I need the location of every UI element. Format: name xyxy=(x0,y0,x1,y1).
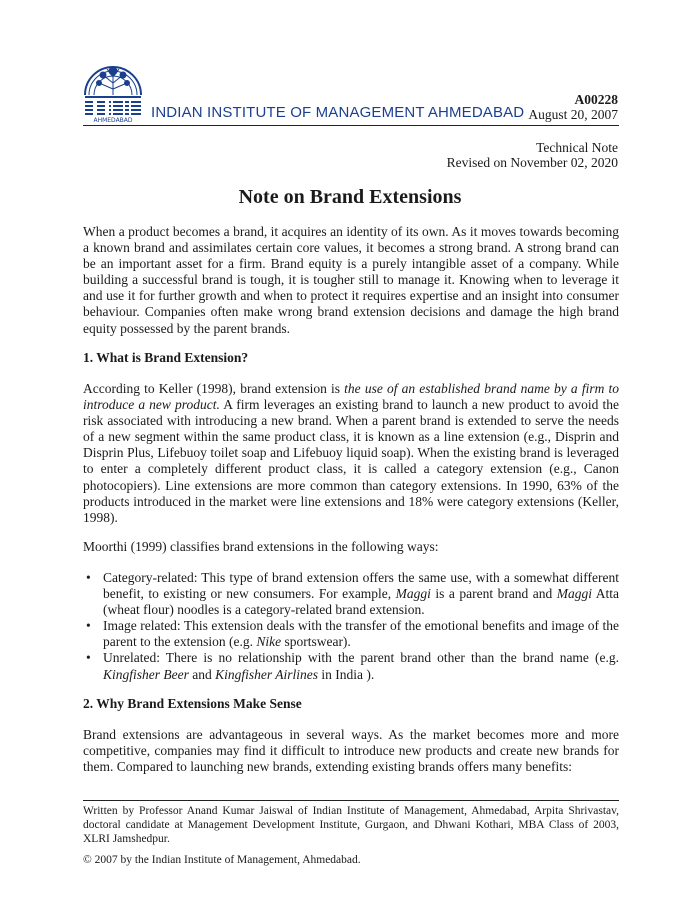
case-code: A00228 xyxy=(574,92,618,107)
bullet-icon: • xyxy=(86,570,91,585)
classification-intro: Moorthi (1999) classifies brand extensions in the following ways: xyxy=(83,539,439,554)
page-title: Note on Brand Extensions xyxy=(238,186,462,208)
iim-logo xyxy=(83,55,143,123)
note-type: Technical Note xyxy=(536,140,618,155)
definition-italic: the use of an established brand name by a firm to introduce a new product. xyxy=(83,381,619,413)
institute-name: INDIAN INSTITUTE OF MANAGEMENT AHMEDABAD xyxy=(151,104,525,121)
copyright-notice: © 2007 by the Indian Institute of Management, Ahmedabad. xyxy=(83,854,361,866)
logo-caption: AHMEDABAD xyxy=(93,117,133,123)
bullet-icon: • xyxy=(86,618,91,634)
extension-types-list xyxy=(83,570,619,683)
intro-paragraph: When a product becomes a brand, it acquires an identity of its own. As it moves towards becoming a known brand and assimilates certain core values, it becomes a strong brand. A strong brand can be an important asset for a firm. Brand equity is a purely intangible asset of a company. While building a successful brand is tough, it is tougher still to manage it. Knowing when to leverage it and use it for further growth and when to protect it requires expertise and an insight into consumer behaviour. Companies often make wrong brand extension decisions and damage the high brand equity possessed by the parent brands. xyxy=(83,224,619,336)
case-date: August 20, 2007 xyxy=(528,107,618,122)
text-run: According to Keller (1998), brand extension is xyxy=(83,381,345,396)
bullet-icon: • xyxy=(86,650,91,666)
section-1-paragraph xyxy=(83,381,619,526)
section-2-heading: 2. Why Brand Extensions Make Sense xyxy=(83,696,302,711)
header-divider xyxy=(83,125,619,126)
author-credits: Written by Professor Anand Kumar Jaiswal of Indian Institute of Management, Ahmedabad, Arpita Shrivastav, doctoral candidate at Management Development Institute, Gurgaon, and Dhwani Kothari, MBA Class of 2003, XLRI Jamshedpur. xyxy=(83,805,619,845)
section-1-heading: 1. What is Brand Extension? xyxy=(83,350,249,365)
revision-date: Revised on November 02, 2020 xyxy=(446,155,618,170)
list-item: • Image related: This extension deals with the transfer of the emotional benefits and image of the parent to the extension (e.g. Nike sportswear). xyxy=(86,618,619,650)
section-2-paragraph: Brand extensions are advantageous in several ways. As the market becomes more and more competitive, companies may find it difficult to introduce new products and create new brands for them. Compared to launching new brands, extending existing brands offers many benefits: xyxy=(83,727,619,775)
text-run: A firm leverages an existing brand to launch a new product to avoid the risk associated with introducing a new brand. When a parent brand is extended to serve the needs of a new segment within the same product class, it is known as a line extension (e.g., Disprin and Disprin Plus, Lifebuoy toilet soap and Lifebuoy liquid soap). When the existing brand is leveraged to enter a completely different product class, it is called a category extension (e.g., Canon photocopiers). Line extensions are more common than category extensions. In 1990, 63% of the products introduced in the market were line extensions and 18% were category extensions (Keller, 1998). xyxy=(83,397,620,525)
list-item: • Unrelated: There is no relationship with the parent brand other than the brand name (e.g. Kingfisher Beer and Kingfisher Airlines in India ). xyxy=(86,650,619,682)
footnote-divider xyxy=(83,800,619,801)
list-item: • Category-related: This type of brand extension offers the same use, with a somewhat different benefit, to existing or new consumers. For example, Maggi is a parent brand and Maggi Atta (wheat flour) noodles is a category-related brand extension. xyxy=(86,570,619,618)
